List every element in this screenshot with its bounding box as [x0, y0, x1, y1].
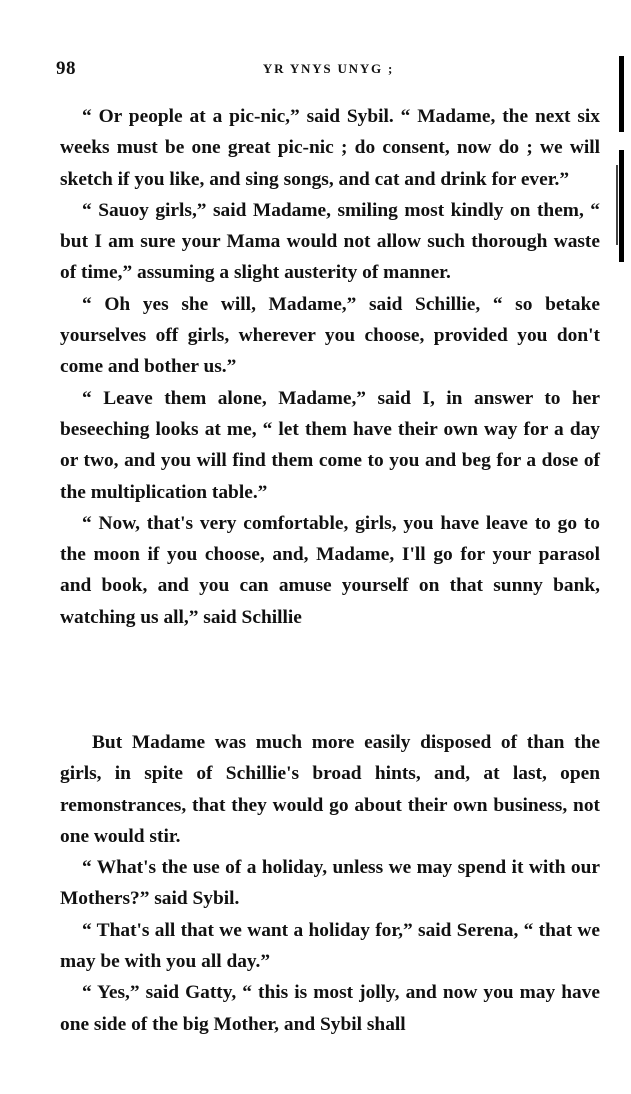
paragraph: “ Now, that's very comfortable, girls, you have leave to go to the moon if you choose, and, Madame, I'll go for your parasol and book, and you can amuse yourself on that sunny bank, watching us all,” said Schillie	[60, 512, 600, 628]
page-number: 98	[56, 58, 76, 79]
text-block-top	[60, 101, 600, 633]
page-header	[56, 58, 601, 86]
paragraph: “ Leave them alone, Madame,” said I, in answer to her beseeching looks at me, “ let them have their own way for a day or two, and you will find them come to you and beg for a dose of the multiplication table.”	[60, 387, 600, 503]
paragraph: “ Oh yes she will, Madame,” said Schillie, “ so betake yourselves off girls, wherever you choose, provided you don't come and bother us.”	[60, 293, 600, 378]
paragraph: But Madame was much more easily disposed of than the girls, in spite of Schillie's broad hints, and, at last, open remonstrances, that they would go about their own business, not one would stir.	[60, 732, 600, 847]
paragraph: “ Yes,” said Gatty, “ this is most jolly, and now you may have one side of the big Mother, and Sybil shall	[60, 982, 600, 1035]
paragraph: “ Or people at a pic-nic,” said Sybil. “ Madame, the next six weeks must be one great pic-nic ; do consent, now do ; we will sketch if you like, and sing songs, and cat and drink for ever.”	[60, 106, 600, 190]
paragraph: “ What's the use of a holiday, unless we may spend it with our Mothers?” said Sybil.	[60, 857, 600, 910]
scan-margin-mark	[616, 165, 618, 245]
paragraph: “ Sauoy girls,” said Madame, smiling most kindly on them, “ but I am sure your Mama would not allow such thorough waste of time,” assuming a slight austerity of manner.	[60, 199, 600, 284]
scan-margin-mark	[619, 150, 624, 262]
paragraph: “ That's all that we want a holiday for,” said Serena, “ that we may be with you all day.”	[60, 919, 600, 973]
scan-margin-mark	[619, 56, 624, 132]
text-block-bottom	[60, 727, 600, 1040]
running-head: YR YNYS UNYG ;	[262, 61, 395, 76]
